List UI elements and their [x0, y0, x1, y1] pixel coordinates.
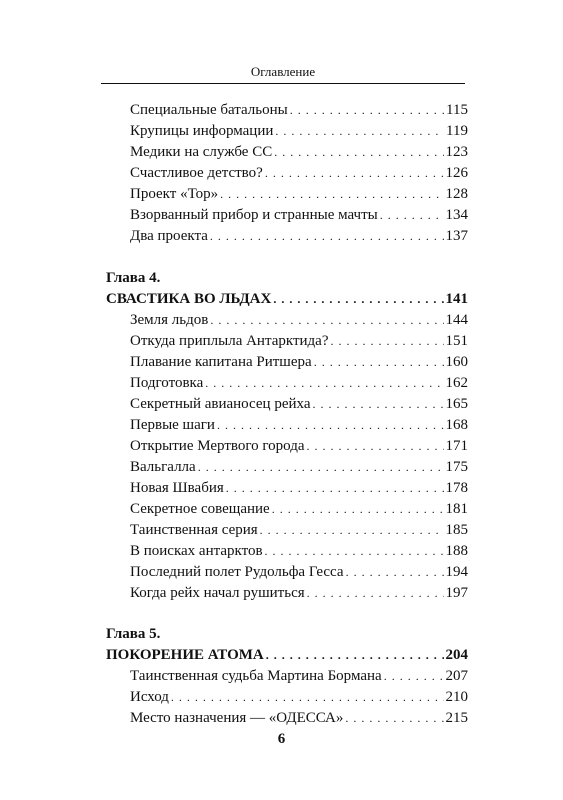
toc-entry-title: Взорванный прибор и странные мачты: [130, 207, 378, 223]
chapter-title: ПОКОРЕНИЕ АТОМА: [106, 647, 264, 663]
toc-entry: [130, 666, 468, 686]
toc-leader-dots: [314, 352, 444, 372]
toc-entry-page: 151: [445, 333, 468, 349]
toc-entry: [130, 457, 468, 477]
chapter-title: СВАСТИКА ВО ЛЬДАХ: [106, 291, 272, 307]
toc-leader-dots: [198, 457, 444, 477]
toc-entry: [130, 687, 468, 707]
toc-leader-dots: [384, 666, 444, 686]
toc-entry: [130, 184, 468, 204]
toc-leader-dots: [380, 205, 444, 225]
toc-entry-title: Первые шаги: [130, 417, 215, 433]
toc-leader-dots: [307, 583, 444, 603]
toc-entry-page: 162: [445, 375, 468, 391]
toc-entry-title: Счастливое детство?: [130, 165, 263, 181]
toc-entry-page: 134: [445, 207, 468, 223]
toc-entry-title: Крупицы информации: [130, 123, 274, 139]
toc-leader-dots: [312, 394, 443, 414]
toc-entry-title: Специальные батальоны: [130, 102, 288, 118]
toc-entry-page: 210: [445, 689, 468, 705]
toc-entry: [130, 708, 468, 728]
toc-leader-dots: [265, 541, 444, 561]
toc-entry-page: 215: [445, 710, 468, 726]
toc-leader-dots: [330, 331, 443, 351]
toc-entry-title: Откуда приплыла Антарктида?: [130, 333, 329, 349]
chapter-label: Глава 4.: [106, 270, 161, 286]
toc-entry-title: Два проекта: [130, 228, 208, 244]
toc-leader-dots: [307, 436, 444, 456]
toc-entry-page: 197: [445, 585, 468, 601]
toc-entry-title: Таинственная серия: [130, 522, 258, 538]
toc-leader-dots: [266, 645, 444, 665]
chapter-page: 141: [445, 291, 468, 307]
toc-entry-title: Когда рейх начал рушиться: [130, 585, 305, 601]
toc-entry-title: Секретный авианосец рейха: [130, 396, 311, 412]
toc-entry-page: 137: [445, 228, 468, 244]
page-number: 6: [277, 731, 286, 747]
toc-entry-title: Открытие Мертвого города: [130, 438, 305, 454]
toc-entry-title: В поисках антарктов: [130, 543, 263, 559]
toc-entry-title: Место назначения — «ОДЕССА»: [130, 710, 344, 726]
toc-leader-dots: [171, 687, 444, 707]
running-head: Оглавление: [250, 64, 316, 79]
toc-entry: [130, 226, 468, 246]
chapter-title-entry: [106, 289, 468, 309]
toc-entry-page: 185: [445, 522, 468, 538]
toc-entry: [130, 205, 468, 225]
toc-entry: [130, 520, 468, 540]
toc-entry-page: 160: [445, 354, 468, 370]
chapter-title-entry: [106, 645, 468, 665]
toc-entry: [130, 415, 468, 435]
toc-entry-page: 115: [446, 102, 468, 118]
toc-entry: [130, 142, 468, 162]
toc-entry: [130, 100, 468, 120]
toc-entry-page: 165: [445, 396, 468, 412]
toc-entry-title: Таинственная судьба Мартина Бормана: [130, 668, 382, 684]
toc-entry: [130, 394, 468, 414]
toc-entry-page: 126: [445, 165, 468, 181]
toc-entry-page: 119: [446, 123, 468, 139]
toc-leader-dots: [217, 415, 444, 435]
toc-entry-title: Проект «Тор»: [130, 186, 219, 202]
toc-leader-dots: [210, 226, 444, 246]
toc-entry: [130, 541, 468, 561]
toc-leader-dots: [290, 100, 444, 120]
toc-leader-dots: [265, 163, 444, 183]
chapter-label: Глава 5.: [106, 626, 161, 642]
toc-leader-dots: [273, 289, 443, 309]
toc-leader-dots: [205, 373, 443, 393]
toc-leader-dots: [345, 708, 443, 728]
toc-entry: [130, 352, 468, 372]
toc-entry: [130, 331, 468, 351]
toc-entry: [130, 121, 468, 141]
toc-entry-page: 175: [445, 459, 468, 475]
toc-entry: [130, 562, 468, 582]
toc-entry: [130, 163, 468, 183]
toc-entry-title: Секретное совещание: [130, 501, 270, 517]
toc-entry: [130, 478, 468, 498]
toc-entry-page: 171: [445, 438, 468, 454]
toc-entry: [130, 373, 468, 393]
toc-leader-dots: [220, 184, 443, 204]
toc-entry-page: 128: [445, 186, 468, 202]
toc-entry: [130, 310, 468, 330]
toc-leader-dots: [275, 121, 444, 141]
toc-entry: [130, 436, 468, 456]
toc-entry-page: 181: [445, 501, 468, 517]
toc-leader-dots: [260, 520, 444, 540]
toc-entry-title: Земля льдов: [130, 312, 209, 328]
toc-leader-dots: [274, 142, 443, 162]
toc-entry-title: Вальгалла: [130, 459, 196, 475]
chapter-page: 204: [445, 647, 468, 663]
toc-entry-page: 123: [445, 144, 468, 160]
toc-entry-title: Медики на службе СС: [130, 144, 273, 160]
toc-leader-dots: [272, 499, 444, 519]
header-rule: [101, 83, 465, 84]
toc-entry-page: 194: [445, 564, 468, 580]
toc-entry-title: Плавание капитана Ритшера: [130, 354, 312, 370]
toc-entry-page: 168: [445, 417, 468, 433]
toc-entry-page: 207: [445, 668, 468, 684]
toc-entry-title: Исход: [130, 689, 169, 705]
toc-entry-title: Последний полет Рудольфа Гесса: [130, 564, 344, 580]
toc-leader-dots: [210, 310, 443, 330]
toc-leader-dots: [226, 478, 444, 498]
toc-entry-page: 178: [445, 480, 468, 496]
toc-entry-page: 188: [445, 543, 468, 559]
toc-entry-page: 144: [445, 312, 468, 328]
toc-entry: [130, 499, 468, 519]
toc-entry-title: Новая Швабия: [130, 480, 224, 496]
toc-leader-dots: [346, 562, 444, 582]
toc-entry: [130, 583, 468, 603]
toc-entry-title: Подготовка: [130, 375, 204, 391]
